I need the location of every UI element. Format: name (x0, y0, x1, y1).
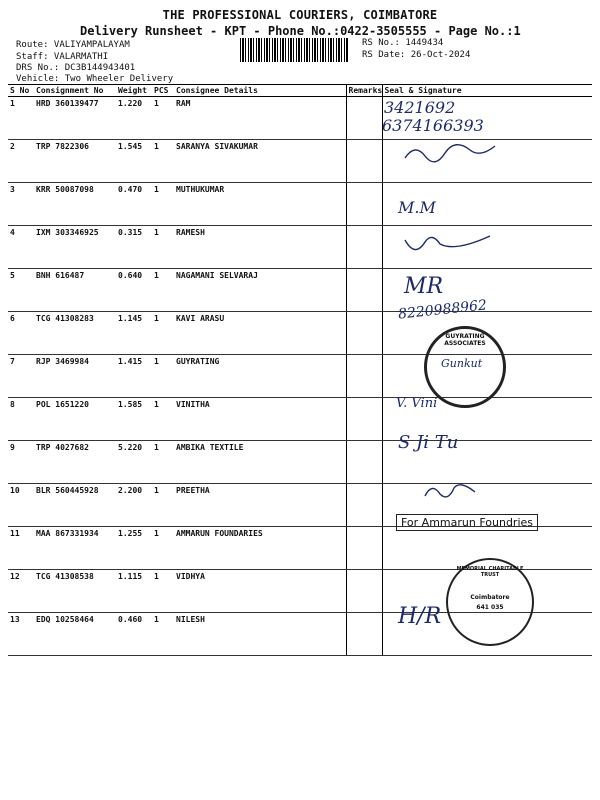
cell-consignment: TRP 4027682 (34, 441, 116, 484)
trust-stamp: MEMORIAL CHARITABLE TRUST Coimbatore 641 035 (446, 558, 534, 646)
cell-consignment: RJP 3469984 (34, 355, 116, 398)
cell-sno: 1 (8, 97, 34, 140)
cell-pcs: 1 (152, 441, 174, 484)
cell-pcs: 1 (152, 226, 174, 269)
cell-sno: 13 (8, 613, 34, 656)
table-row (8, 183, 592, 226)
cell-pcs: 1 (152, 312, 174, 355)
cell-details: VINITHA (174, 398, 346, 441)
cell-consignment: MAA 867331934 (34, 527, 116, 570)
cell-consignment: EDQ 10258464 (34, 613, 116, 656)
cell-weight: 1.145 (116, 312, 152, 355)
cell-sno: 11 (8, 527, 34, 570)
col-details: Consignee Details (174, 85, 346, 97)
cell-weight: 0.460 (116, 613, 152, 656)
cell-details: RAM (174, 97, 346, 140)
cell-weight: 0.640 (116, 269, 152, 312)
cell-pcs: 1 (152, 355, 174, 398)
cell-consignment: POL 1651220 (34, 398, 116, 441)
cell-sno: 8 (8, 398, 34, 441)
table-row (8, 97, 592, 140)
table-row (8, 269, 592, 312)
cell-details: AMMARUN FOUNDARIES (174, 527, 346, 570)
cell-consignment: BNH 616487 (34, 269, 116, 312)
company-title: THE PROFESSIONAL COURIERS, COIMBATORE (162, 8, 438, 22)
cell-remarks (346, 226, 382, 269)
cell-remarks (346, 140, 382, 183)
cell-weight: 2.200 (116, 484, 152, 527)
cell-sno: 4 (8, 226, 34, 269)
cell-consignment: IXM 303346925 (34, 226, 116, 269)
guyrating-stamp: GUYRATING ASSOCIATES Gunkut (424, 326, 506, 408)
cell-weight: 0.470 (116, 183, 152, 226)
signature-3: M.M (398, 198, 436, 217)
cell-details: VIDHYA (174, 570, 346, 613)
signature-9: S Ji Tu (398, 432, 459, 453)
cell-weight: 1.585 (116, 398, 152, 441)
handwritten-phone-1: 3421692 (384, 98, 456, 117)
cell-consignment: KRR 50087098 (34, 183, 116, 226)
cell-weight: 1.255 (116, 527, 152, 570)
col-sno: S No (8, 85, 34, 97)
cell-sno: 6 (8, 312, 34, 355)
cell-consignment: TRP 7822306 (34, 140, 116, 183)
cell-consignment: HRD 360139477 (34, 97, 116, 140)
cell-weight: 1.115 (116, 570, 152, 613)
cell-sno: 12 (8, 570, 34, 613)
staff-label: Staff: VALARMATHI (16, 52, 109, 62)
table-row (8, 312, 592, 355)
cell-remarks (346, 527, 382, 570)
vehicle-label: Vehicle: Two Wheeler Delivery (16, 74, 174, 84)
col-seal: Seal & Signature (382, 85, 592, 97)
cell-remarks (346, 97, 382, 140)
route-label: Route: VALIYAMPALAYAM (16, 40, 130, 50)
runsheet-subtitle: Delivery Runsheet - KPT - Phone No.:0422-3505555 - Page No.:1 (80, 24, 521, 38)
cell-details: NILESH (174, 613, 346, 656)
handwritten-phone-3: 8220988962 (397, 297, 488, 323)
barcode (240, 38, 348, 62)
cell-pcs: 1 (152, 527, 174, 570)
cell-details: SARANYA SIVAKUMAR (174, 140, 346, 183)
col-weight: Weight (116, 85, 152, 97)
rs-number: RS No.: 1449434 (362, 38, 444, 48)
cell-remarks (346, 183, 382, 226)
table-header (8, 85, 592, 97)
rs-date: RS Date: 26-Oct-2024 (362, 50, 471, 60)
cell-remarks (346, 398, 382, 441)
cell-sno: 2 (8, 140, 34, 183)
signature-8: V. Vini (396, 396, 438, 411)
cell-sno: 7 (8, 355, 34, 398)
cell-pcs: 1 (152, 613, 174, 656)
cell-pcs: 1 (152, 183, 174, 226)
cell-details: PREETHA (174, 484, 346, 527)
cell-details: NAGAMANI SELVARAJ (174, 269, 346, 312)
drs-label: DRS No.: DC3B144943401 (16, 63, 136, 73)
col-pcs: PCS (152, 85, 174, 97)
ammarun-stamp: For Ammarun Foundries (396, 514, 538, 531)
cell-weight: 1.415 (116, 355, 152, 398)
cell-details: RAMESH (174, 226, 346, 269)
signature-2 (400, 138, 500, 168)
table-row (8, 398, 592, 441)
cell-pcs: 1 (152, 269, 174, 312)
cell-weight: 5.220 (116, 441, 152, 484)
cell-remarks (346, 570, 382, 613)
handwritten-phone-2: 6374166393 (382, 116, 484, 135)
cell-pcs: 1 (152, 140, 174, 183)
col-consignment: Consignment No (34, 85, 116, 97)
cell-details: AMBIKA TEXTILE (174, 441, 346, 484)
cell-pcs: 1 (152, 97, 174, 140)
signature-13: H/R (398, 604, 442, 629)
cell-consignment: TCG 41308538 (34, 570, 116, 613)
cell-pcs: 1 (152, 484, 174, 527)
table-row (8, 226, 592, 269)
cell-sno: 5 (8, 269, 34, 312)
cell-pcs: 1 (152, 570, 174, 613)
cell-details: MUTHUKUMAR (174, 183, 346, 226)
cell-weight: 1.545 (116, 140, 152, 183)
table-row (8, 441, 592, 484)
col-remarks: Remarks (346, 85, 382, 97)
table-row (8, 140, 592, 183)
cell-sno: 3 (8, 183, 34, 226)
cell-remarks (346, 355, 382, 398)
cell-pcs: 1 (152, 398, 174, 441)
cell-weight: 0.315 (116, 226, 152, 269)
cell-remarks (346, 441, 382, 484)
cell-sno: 10 (8, 484, 34, 527)
cell-remarks (346, 484, 382, 527)
cell-remarks (346, 269, 382, 312)
cell-remarks (346, 312, 382, 355)
cell-details: KAVI ARASU (174, 312, 346, 355)
cell-consignment: TCG 41308283 (34, 312, 116, 355)
cell-details: GUYRATING (174, 355, 346, 398)
signature-5: MR (404, 274, 444, 299)
cell-weight: 1.220 (116, 97, 152, 140)
cell-sno: 9 (8, 441, 34, 484)
signature-10 (420, 478, 480, 504)
cell-remarks (346, 613, 382, 656)
cell-consignment: BLR 560445928 (34, 484, 116, 527)
signature-4 (400, 228, 500, 258)
